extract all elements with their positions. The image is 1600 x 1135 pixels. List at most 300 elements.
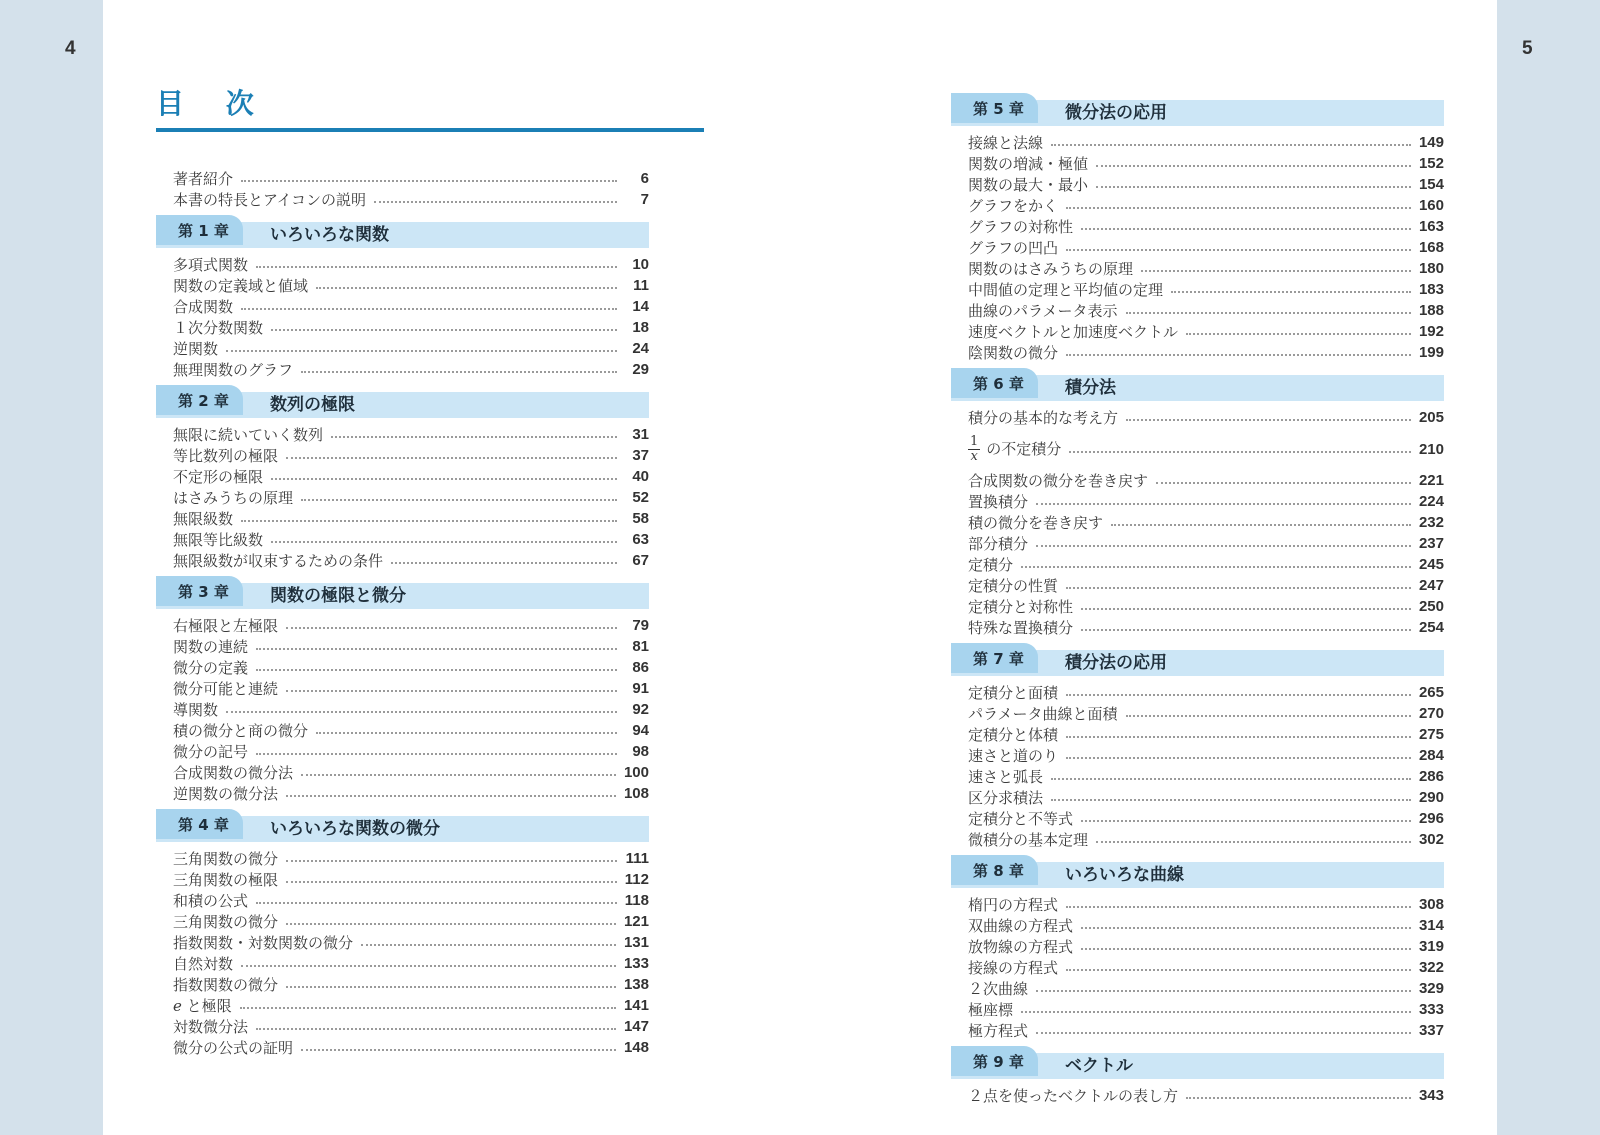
- toc-entry[interactable]: [968, 132, 1444, 153]
- entry-title: 部分積分: [968, 535, 1029, 553]
- entry-title: e と極限: [173, 997, 232, 1015]
- entry-title: 微積分の基本定理: [968, 831, 1089, 849]
- dot-leader: [374, 200, 617, 203]
- toc-column-left: [156, 168, 649, 1058]
- chapter-title: ベクトル: [1065, 1056, 1133, 1076]
- toc-entry[interactable]: [968, 829, 1444, 850]
- entry-page: 265: [1418, 684, 1444, 701]
- entry-page: 40: [632, 468, 649, 485]
- entry-page: 6: [640, 170, 649, 187]
- toc-entry[interactable]: [173, 1016, 649, 1037]
- toc-entry[interactable]: [173, 741, 649, 762]
- chapter-label: 第 7 章: [951, 643, 1038, 673]
- chapter-header[interactable]: [951, 1053, 1444, 1079]
- entry-title: 逆関数: [173, 340, 219, 358]
- entry-page: 11: [633, 277, 649, 294]
- dot-leader: [286, 880, 617, 883]
- toc-entry[interactable]: [968, 491, 1444, 512]
- toc-entry[interactable]: [968, 936, 1444, 957]
- toc-entry[interactable]: [968, 533, 1444, 554]
- dot-leader: [271, 328, 617, 331]
- dot-leader: [1066, 353, 1411, 356]
- toc-entry[interactable]: [173, 890, 649, 911]
- toc-entry[interactable]: [968, 153, 1444, 174]
- toc-entry[interactable]: [173, 424, 649, 445]
- chapter-header[interactable]: [951, 100, 1444, 126]
- fraction-symbol: [968, 435, 980, 464]
- entry-title: 三角関数の極限: [173, 871, 279, 889]
- entry-page: 7: [640, 191, 649, 208]
- dot-leader: [1036, 989, 1411, 992]
- entry-title: 定積分: [968, 556, 1014, 574]
- dot-leader: [271, 477, 617, 480]
- entry-title: 指数関数の微分: [173, 976, 279, 994]
- chapter-title: いろいろな関数の微分: [270, 819, 440, 839]
- entry-page: 24: [632, 340, 649, 357]
- dot-leader: [256, 1027, 616, 1030]
- entry-title: 右極限と左極限: [173, 617, 279, 635]
- toc-entry[interactable]: [968, 174, 1444, 195]
- toc-entry[interactable]: [968, 470, 1444, 491]
- dot-leader: [316, 286, 617, 289]
- toc-entry[interactable]: [968, 894, 1444, 915]
- entry-page: 245: [1418, 556, 1444, 573]
- toc-entry[interactable]: [173, 974, 649, 995]
- entry-page: 250: [1418, 598, 1444, 615]
- entry-title: 特殊な置換積分: [968, 619, 1074, 637]
- toc-entry[interactable]: [968, 724, 1444, 745]
- entry-page: 308: [1418, 896, 1444, 913]
- entry-page: 81: [632, 638, 649, 655]
- entry-title: 不定形の極限: [173, 468, 264, 486]
- dot-leader: [1021, 565, 1411, 568]
- dot-leader: [1066, 206, 1411, 209]
- dot-leader: [256, 901, 617, 904]
- toc-entry[interactable]: [968, 1020, 1444, 1041]
- toc-entry[interactable]: [173, 466, 649, 487]
- toc-entry[interactable]: [173, 848, 649, 869]
- toc-entry[interactable]: [968, 703, 1444, 724]
- entry-page: 319: [1418, 938, 1444, 955]
- entry-page: 221: [1418, 472, 1444, 489]
- dot-leader: [241, 179, 617, 182]
- dot-leader: [1036, 544, 1411, 547]
- entry-page: 14: [632, 298, 649, 315]
- dot-leader: [391, 561, 617, 564]
- dot-leader: [331, 435, 617, 438]
- toc-entry[interactable]: [173, 678, 649, 699]
- dot-leader: [286, 922, 616, 925]
- toc-entry[interactable]: [173, 508, 649, 529]
- entry-page: 188: [1418, 302, 1444, 319]
- entry-title: 放物線の方程式: [968, 938, 1074, 956]
- entry-title: 接線の方程式: [968, 959, 1059, 977]
- toc-entry[interactable]: [968, 999, 1444, 1020]
- entry-title: 微分の記号: [173, 743, 249, 761]
- dot-leader: [1051, 777, 1411, 780]
- dot-leader: [226, 710, 617, 713]
- entry-title: 定積分と体積: [968, 726, 1059, 744]
- dot-leader: [301, 773, 616, 776]
- chapter-header[interactable]: [951, 375, 1444, 401]
- entry-page: 333: [1418, 1001, 1444, 1018]
- entry-title: 自然対数: [173, 955, 234, 973]
- entry-page: 322: [1418, 959, 1444, 976]
- entry-title: 合成関数の微分法: [173, 764, 294, 782]
- entry-title: 積分の基本的な考え方: [968, 409, 1119, 427]
- entry-title: 極座標: [968, 1001, 1014, 1019]
- chapter-header[interactable]: [156, 816, 649, 842]
- toc-entry[interactable]: [968, 617, 1444, 638]
- entry-title: 和積の公式: [173, 892, 249, 910]
- entry-title: 関数の増減・極値: [968, 155, 1089, 173]
- dot-leader: [1186, 1096, 1411, 1099]
- entry-title: 速度ベクトルと加速度ベクトル: [968, 323, 1179, 341]
- chapter-title: いろいろな関数: [270, 225, 389, 245]
- toc-entry[interactable]: [173, 911, 649, 932]
- toc-entry[interactable]: [968, 428, 1444, 470]
- entry-page: 94: [632, 722, 649, 739]
- entry-title: 著者紹介: [173, 170, 234, 188]
- toc-entry[interactable]: [968, 407, 1444, 428]
- chapter-label: 第 3 章: [156, 576, 243, 606]
- entry-title: 関数のはさみうちの原理: [968, 260, 1134, 278]
- toc-entry[interactable]: [968, 787, 1444, 808]
- entry-title: グラフの凹凸: [968, 239, 1059, 257]
- entry-title: 無限級数が収束するための条件: [173, 552, 384, 570]
- entry-page: 31: [632, 426, 649, 443]
- toc-entry[interactable]: [968, 258, 1444, 279]
- dot-leader: [1066, 586, 1411, 589]
- dot-leader: [1141, 269, 1411, 272]
- dot-leader: [1096, 185, 1411, 188]
- entry-title: $\frac{1}{x}$ の不定積分: [970, 433, 1062, 464]
- entry-page: 192: [1418, 323, 1444, 340]
- toc-entry[interactable]: [173, 445, 649, 466]
- chapter-label: 第 4 章: [156, 809, 243, 839]
- entry-page: 18: [632, 319, 649, 336]
- chapter-title: 数列の極限: [270, 395, 355, 415]
- entry-title: 双曲線の方程式: [968, 917, 1074, 935]
- dot-leader: [1069, 450, 1411, 453]
- entry-title: 楕円の方程式: [968, 896, 1059, 914]
- toc-entry[interactable]: [968, 808, 1444, 829]
- dot-leader: [1081, 819, 1411, 822]
- entry-title: 定積分の性質: [968, 577, 1059, 595]
- entry-title: 逆関数の微分法: [173, 785, 279, 803]
- entry-page: 133: [623, 955, 649, 972]
- chapter-header[interactable]: [951, 650, 1444, 676]
- entry-title: 三角関数の微分: [173, 913, 279, 931]
- toc-entry[interactable]: [173, 783, 649, 804]
- entry-title: 置換積分: [968, 493, 1029, 511]
- title-rule: [156, 128, 704, 132]
- dot-leader: [1081, 607, 1411, 610]
- entry-page: 343: [1418, 1087, 1444, 1104]
- entry-page: 67: [632, 552, 649, 569]
- toc-entry[interactable]: [173, 296, 649, 317]
- chapter-title: 微分法の応用: [1065, 103, 1167, 123]
- dot-leader: [256, 265, 617, 268]
- entry-title: グラフの対称性: [968, 218, 1074, 236]
- dot-leader: [256, 647, 617, 650]
- entry-title: 合成関数の微分を巻き戻す: [968, 472, 1149, 490]
- dot-leader: [286, 689, 617, 692]
- toc-entry[interactable]: [968, 300, 1444, 321]
- chapter-title: 積分法の応用: [1065, 653, 1167, 673]
- dot-leader: [1081, 628, 1411, 631]
- chapter-header[interactable]: [156, 222, 649, 248]
- dot-leader: [286, 626, 617, 629]
- dot-leader: [1066, 756, 1411, 759]
- entry-page: 118: [624, 892, 649, 909]
- toc-entry[interactable]: [173, 995, 649, 1016]
- entry-page: 149: [1418, 134, 1444, 151]
- entry-title: 無限に続いていく数列: [173, 426, 324, 444]
- entry-title: 多項式関数: [173, 256, 249, 274]
- entry-page: 290: [1418, 789, 1444, 806]
- toc-entry[interactable]: [173, 317, 649, 338]
- toc-entry[interactable]: [173, 699, 649, 720]
- entry-page: 168: [1418, 239, 1444, 256]
- toc-entry[interactable]: [173, 189, 649, 210]
- entry-page: 112: [624, 871, 649, 888]
- dot-leader: [1066, 693, 1411, 696]
- toc-entry[interactable]: [968, 279, 1444, 300]
- entry-page: 52: [632, 489, 649, 506]
- entry-title: 区分求積法: [968, 789, 1044, 807]
- entry-title: 中間値の定理と平均値の定理: [968, 281, 1164, 299]
- dot-leader: [1066, 248, 1411, 251]
- entry-page: 79: [632, 617, 649, 634]
- toc-entry[interactable]: [968, 745, 1444, 766]
- toc-entry[interactable]: [173, 1037, 649, 1058]
- entry-page: 183: [1418, 281, 1444, 298]
- entry-title: 速さと弧長: [968, 768, 1044, 786]
- entry-title: 陰関数の微分: [968, 344, 1059, 362]
- entry-page: 180: [1418, 260, 1444, 277]
- entry-title: 積の微分と商の微分: [173, 722, 309, 740]
- toc-entry[interactable]: [173, 275, 649, 296]
- dot-leader: [286, 859, 617, 862]
- toc-entry[interactable]: [173, 550, 649, 571]
- toc-entry[interactable]: [968, 1085, 1444, 1106]
- toc-column-right: [951, 92, 1444, 1106]
- entry-title: 本書の特長とアイコンの説明: [173, 191, 367, 209]
- dot-leader: [241, 964, 616, 967]
- toc-entry[interactable]: [173, 657, 649, 678]
- dot-leader: [226, 349, 617, 352]
- chapter-title: 積分法: [1065, 378, 1116, 398]
- entry-page: 296: [1418, 810, 1444, 827]
- toc-entry[interactable]: [173, 720, 649, 741]
- entry-page: 111: [625, 850, 649, 867]
- entry-page: 10: [632, 256, 649, 273]
- dot-leader: [1021, 1010, 1411, 1013]
- entry-title: 関数の最大・最小: [968, 176, 1089, 194]
- toc-entry[interactable]: [968, 978, 1444, 999]
- toc-entry[interactable]: [968, 237, 1444, 258]
- dot-leader: [271, 540, 617, 543]
- toc-entry[interactable]: [968, 915, 1444, 936]
- entry-title: 無限等比級数: [173, 531, 264, 549]
- page-number-left: 4: [65, 38, 76, 59]
- chapter-header[interactable]: [156, 583, 649, 609]
- entry-page: 63: [632, 531, 649, 548]
- entry-title: 曲線のパラメータ表示: [968, 302, 1118, 320]
- toc-entry[interactable]: [968, 766, 1444, 787]
- toc-entry[interactable]: [968, 342, 1444, 363]
- entry-title: 関数の定義域と値域: [173, 277, 309, 295]
- dot-leader: [1171, 290, 1411, 293]
- toc-entry[interactable]: [173, 254, 649, 275]
- chapter-label: 第 2 章: [156, 385, 243, 415]
- dot-leader: [1081, 926, 1411, 929]
- entry-page: 98: [632, 743, 649, 760]
- toc-entry[interactable]: [968, 957, 1444, 978]
- entry-title: 微分の公式の証明: [173, 1039, 294, 1057]
- dot-leader: [1126, 418, 1411, 421]
- chapter-header[interactable]: [156, 392, 649, 418]
- entry-page: 86: [632, 659, 649, 676]
- dot-leader: [1096, 164, 1411, 167]
- entry-page: 131: [623, 934, 649, 951]
- entry-title: 合成関数: [173, 298, 234, 316]
- entry-title: パラメータ曲線と面積: [968, 705, 1118, 723]
- chapter-label: 第 1 章: [156, 215, 243, 245]
- entry-page: 210: [1418, 440, 1444, 458]
- entry-title: 無理関数のグラフ: [173, 361, 294, 379]
- dot-leader: [1081, 947, 1411, 950]
- toc-entry[interactable]: [173, 338, 649, 359]
- dot-leader: [1036, 1031, 1411, 1034]
- entry-page: 284: [1418, 747, 1444, 764]
- dot-leader: [256, 752, 617, 755]
- toc-entry[interactable]: [968, 596, 1444, 617]
- entry-title: 定積分と不等式: [968, 810, 1074, 828]
- dot-leader: [241, 307, 617, 310]
- entry-page: 247: [1418, 577, 1444, 594]
- entry-page: 286: [1418, 768, 1444, 785]
- toc-entry[interactable]: [173, 869, 649, 890]
- entry-title: 導関数: [173, 701, 219, 719]
- entry-page: 152: [1418, 155, 1444, 172]
- entry-title: はさみうちの原理: [173, 489, 294, 507]
- entry-page: 37: [632, 447, 649, 464]
- entry-title: 速さと道のり: [968, 747, 1059, 765]
- entry-page: 148: [623, 1039, 649, 1056]
- fraction-numerator: 1: [970, 433, 979, 449]
- dot-leader: [1051, 798, 1411, 801]
- chapter-header[interactable]: [951, 862, 1444, 888]
- dot-leader: [1186, 332, 1411, 335]
- entry-title: グラフをかく: [968, 197, 1059, 215]
- page-number-right: 5: [1522, 38, 1533, 59]
- entry-page: 58: [632, 510, 649, 527]
- entry-page: 92: [632, 701, 649, 718]
- entry-page: 154: [1418, 176, 1444, 193]
- entry-title: 関数の連続: [173, 638, 249, 656]
- entry-page: 160: [1418, 197, 1444, 214]
- entry-page: 237: [1418, 535, 1444, 552]
- dot-leader: [301, 498, 617, 501]
- entry-title: 接線と法線: [968, 134, 1044, 152]
- entry-page: 29: [632, 361, 649, 378]
- toc-entry[interactable]: [173, 359, 649, 380]
- toc-entry[interactable]: [968, 195, 1444, 216]
- toc-entry[interactable]: [968, 554, 1444, 575]
- toc-entry[interactable]: [968, 512, 1444, 533]
- entry-page: 147: [623, 1018, 649, 1035]
- entry-page: 329: [1418, 980, 1444, 997]
- toc-entry[interactable]: [173, 762, 649, 783]
- chapter-title: 関数の極限と微分: [270, 586, 406, 606]
- toc-entry[interactable]: [968, 216, 1444, 237]
- entry-page: 337: [1418, 1022, 1444, 1039]
- entry-title: 定積分と面積: [968, 684, 1059, 702]
- entry-title: 微分の定義: [173, 659, 249, 677]
- dot-leader: [1051, 143, 1411, 146]
- entry-title: ２点を使ったベクトルの表し方: [968, 1087, 1179, 1105]
- toc-entry[interactable]: [173, 529, 649, 550]
- entry-page: 302: [1418, 831, 1444, 848]
- toc-entry[interactable]: [173, 636, 649, 657]
- dot-leader: [1126, 714, 1411, 717]
- chapter-label: 第 6 章: [951, 368, 1038, 398]
- entry-page: 224: [1418, 493, 1444, 510]
- dot-leader: [1036, 502, 1411, 505]
- toc-entry[interactable]: [173, 953, 649, 974]
- entry-page: 314: [1418, 917, 1444, 934]
- chapter-label: 第 9 章: [951, 1046, 1038, 1076]
- dot-leader: [241, 519, 617, 522]
- dot-leader: [1066, 905, 1411, 908]
- entry-title: 対数微分法: [173, 1018, 249, 1036]
- entry-page: 108: [623, 785, 649, 802]
- toc-entry[interactable]: [173, 932, 649, 953]
- math-variable: e: [173, 997, 187, 1015]
- entry-title: 無限級数: [173, 510, 234, 528]
- chapter-label: 第 5 章: [951, 93, 1038, 123]
- entry-title: 定積分と対称性: [968, 598, 1074, 616]
- dot-leader: [1081, 227, 1411, 230]
- dot-leader: [256, 668, 617, 671]
- entry-title: ２次曲線: [968, 980, 1029, 998]
- dot-leader: [301, 1048, 616, 1051]
- dot-leader: [316, 731, 617, 734]
- entry-page: 163: [1418, 218, 1444, 235]
- dot-leader: [286, 456, 617, 459]
- chapter-label: 第 8 章: [951, 855, 1038, 885]
- toc-entry[interactable]: [173, 487, 649, 508]
- dot-leader: [286, 794, 616, 797]
- entry-page: 121: [623, 913, 649, 930]
- toc-entry[interactable]: [173, 615, 649, 636]
- toc-entry[interactable]: [968, 682, 1444, 703]
- dot-leader: [1156, 481, 1411, 484]
- fraction-denominator: x: [970, 448, 978, 464]
- entry-page: 141: [623, 997, 649, 1014]
- entry-title: 極方程式: [968, 1022, 1029, 1040]
- toc-entry[interactable]: [173, 168, 649, 189]
- dot-leader: [361, 943, 616, 946]
- dot-leader: [240, 1006, 616, 1009]
- dot-leader: [1096, 840, 1411, 843]
- entry-title: 等比数列の極限: [173, 447, 279, 465]
- dot-leader: [1111, 523, 1411, 526]
- toc-entry[interactable]: [968, 321, 1444, 342]
- toc-entry[interactable]: [968, 575, 1444, 596]
